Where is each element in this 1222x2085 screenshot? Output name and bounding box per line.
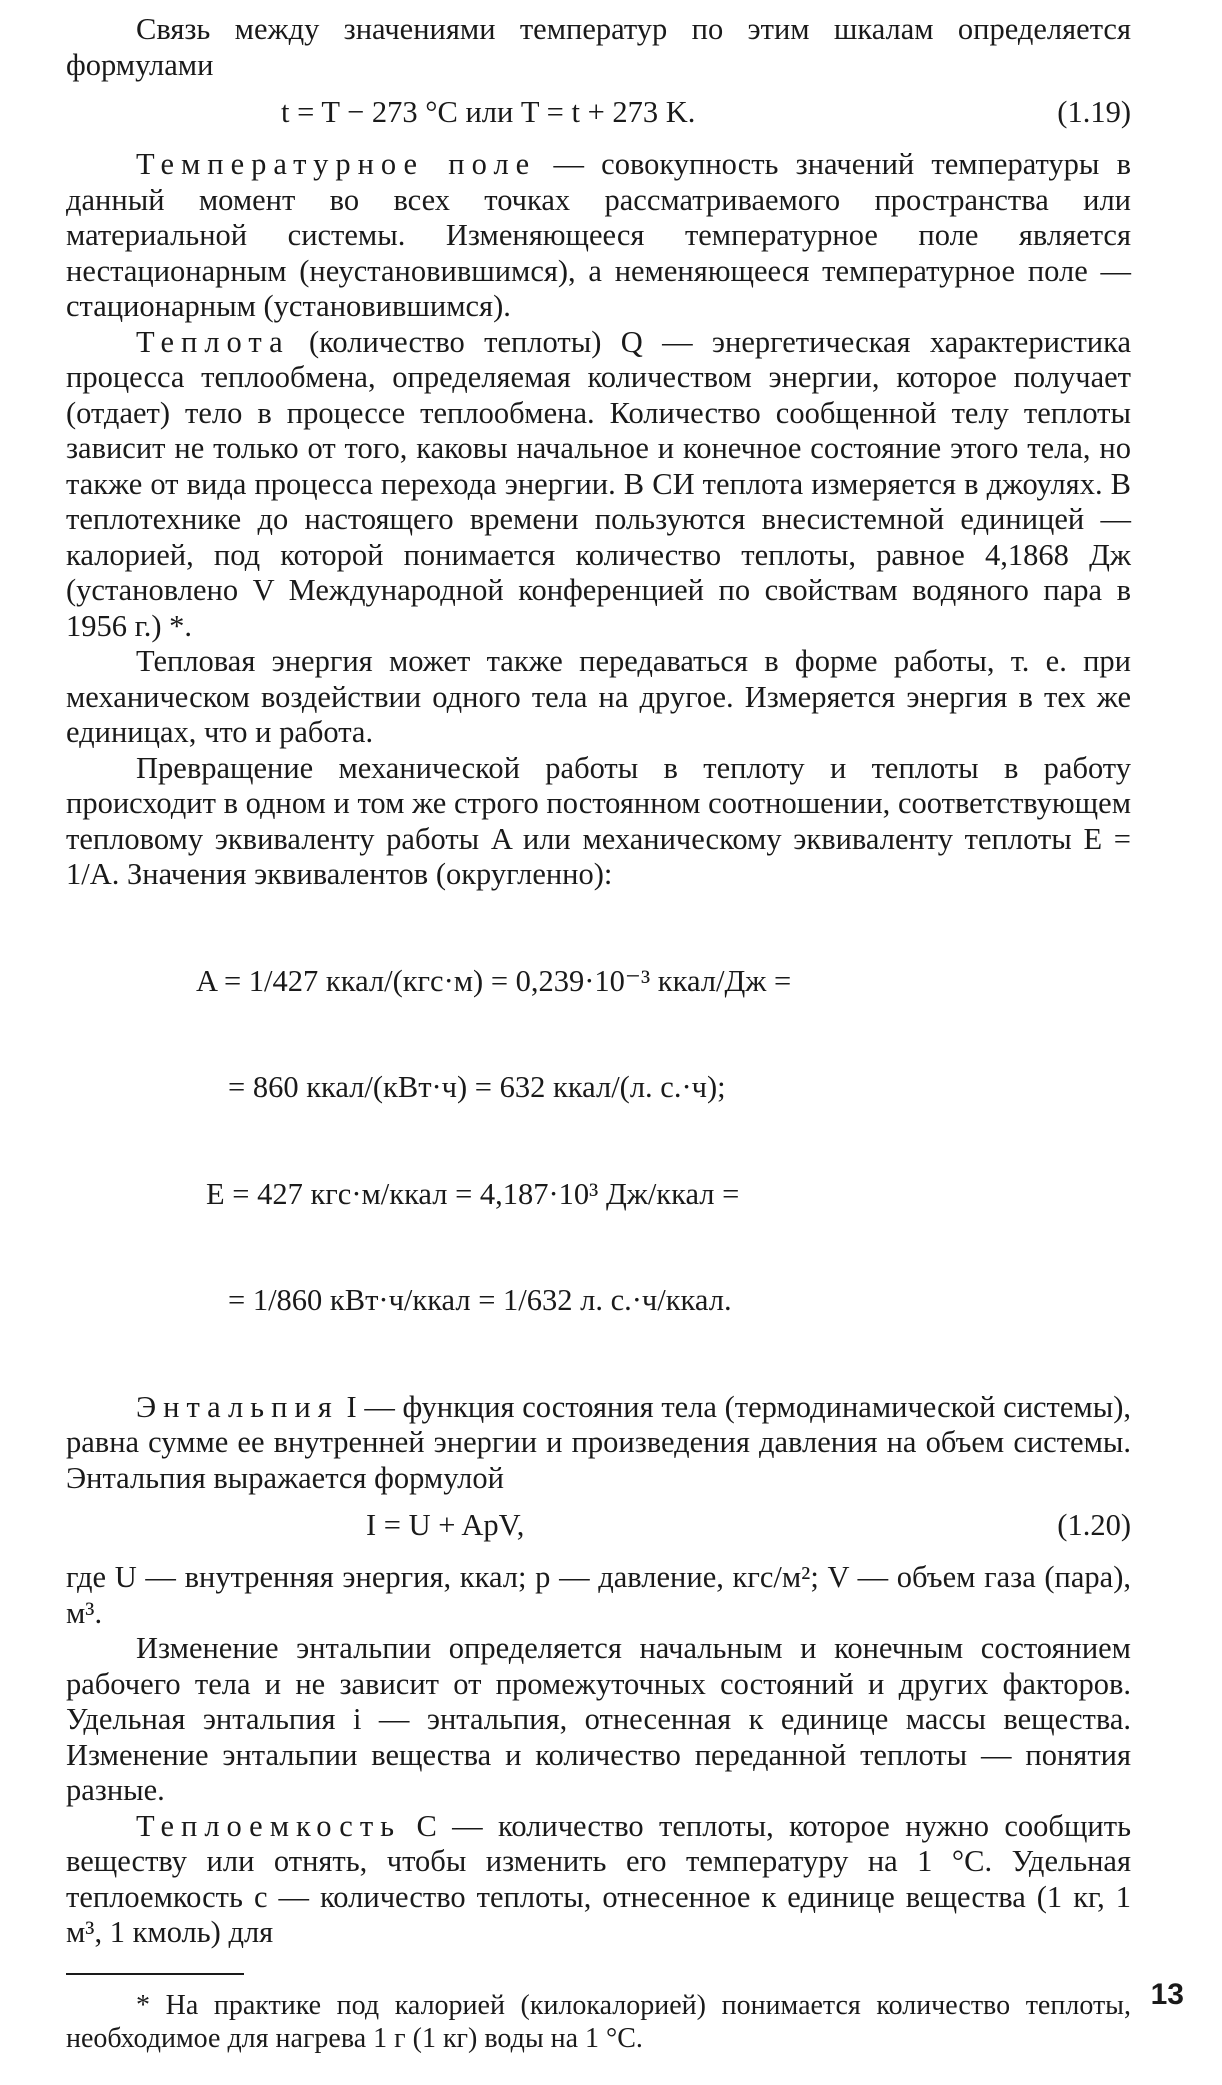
capacity-text: C — количество теплоты, которое нужно сообщить веществу или отнять, чтобы изменить его температуру на 1 °C. Удельная теплоемкость c — количество теплоты, отнесенное к единице вещества (1 кг, 1 м³, 1 кмоль) для: [66, 1808, 1131, 1949]
footnote-divider: [66, 1973, 244, 1975]
equivalent-line: A = 1/427 ккал/(кгс·м) = 0,239·10⁻³ ккал/Дж =: [196, 963, 792, 998]
footnote: [66, 1989, 1131, 2055]
term-heat: Теплота: [136, 324, 290, 359]
text-column: [66, 12, 1131, 2055]
formula-expression: I = U + ApV,: [366, 1508, 525, 1542]
formula-expression: t = T − 273 °C или T = t + 273 K.: [281, 95, 696, 129]
intro-paragraph: Связь между значениями температур по этим шкалам определяется формулами: [66, 12, 1131, 82]
enthalpy-change-paragraph: Изменение энтальпии определяется начальным и конечным состоянием рабочего тела и не зависит от промежуточных состояний и других факторов. Удельная энтальпия i — энтальпия, отнесенная к единице массы вещества. Изменение энтальпии вещества и количество переданной теплоты — понятия разные.: [66, 1631, 1131, 1807]
equivalent-paragraph: Превращение механической работы в теплоту и теплоты в работу происходит в одном и том же строго постоянном соотношении, соответствующем тепловому эквиваленту работы A или механическому эквиваленту теплоты E = 1/A. Значения эквивалентов (округленно):: [66, 750, 1131, 891]
enthalpy-paragraph: [66, 1390, 1131, 1497]
formula-1-20: [66, 1496, 1131, 1554]
where-paragraph: где U — внутренняя энергия, ккал; p — давление, кгс/м²; V — объем газа (пара), м³.: [66, 1560, 1131, 1630]
equivalent-line: = 860 ккал/(кВт·ч) = 632 ккал/(л. с.·ч);: [228, 1070, 726, 1104]
term-temp-field: Температурное поле: [136, 147, 537, 181]
term-enthalpy: Энтальпия: [136, 1389, 339, 1424]
equivalent-line: = 1/860 кВт·ч/ккал = 1/632 л. с.·ч/ккал.: [228, 1283, 732, 1317]
enthalpy-text: I — функция состояния тела (термодинамической системы), равна сумме ее внутренней энергии и произведения давления на объем системы. Энтальпия выражается формулой: [66, 1389, 1131, 1495]
equivalents-block: [66, 893, 1131, 1390]
formula-number: (1.19): [1057, 95, 1131, 129]
formula-number: (1.20): [1057, 1508, 1131, 1542]
heat-text: (количество теплоты) Q — энергетическая характеристика процесса теплообмена, определяемая количеством энергии, которое получает (отдает) тело в процессе теплообмена. Количество сообщенной телу теплоты зависит не только от того, каковы начальное и конечное состояние этого тела, но также от вида процесса перехода энергии. В СИ теплота измеряется в джоулях. В теплотехнике до настоящего времени пользуются внесистемной единицей — калорией, под которой понимается количество теплоты, равное 4,1868 Дж (установлено V Международной конференцией по свойствам водяного пара в 1956 г.) *.: [66, 324, 1131, 643]
equivalent-line: E = 427 кгс·м/ккал = 4,187·10³ Дж/ккал =: [206, 1176, 740, 1211]
heat-paragraph: [66, 325, 1131, 645]
temp-field-paragraph: [66, 147, 1131, 325]
capacity-paragraph: [66, 1809, 1131, 1951]
formula-1-19: [66, 83, 1131, 141]
work-paragraph: Тепловая энергия может также передаваться в форме работы, т. е. при механическом воздействии одного тела на другое. Измеряется энергия в тех же единицах, что и работа.: [66, 644, 1131, 749]
footnote-text: * На практике под калорией (килокалорией) понимается количество теплоты, необходимое для нагрева 1 г (1 кг) воды на 1 °C.: [66, 1989, 1131, 2054]
temp-field-text: — совокупность значений температуры в данный момент во всех точках рассматриваемого пространства или материальной системы. Изменяющееся температурное поле является нестационарным (неустановившимся), а неменяющееся температурное поле — стационарным (установившимся).: [66, 147, 1131, 323]
term-capacity: Теплоемкость: [136, 1808, 402, 1843]
page-number: 13: [1150, 1978, 1184, 2011]
